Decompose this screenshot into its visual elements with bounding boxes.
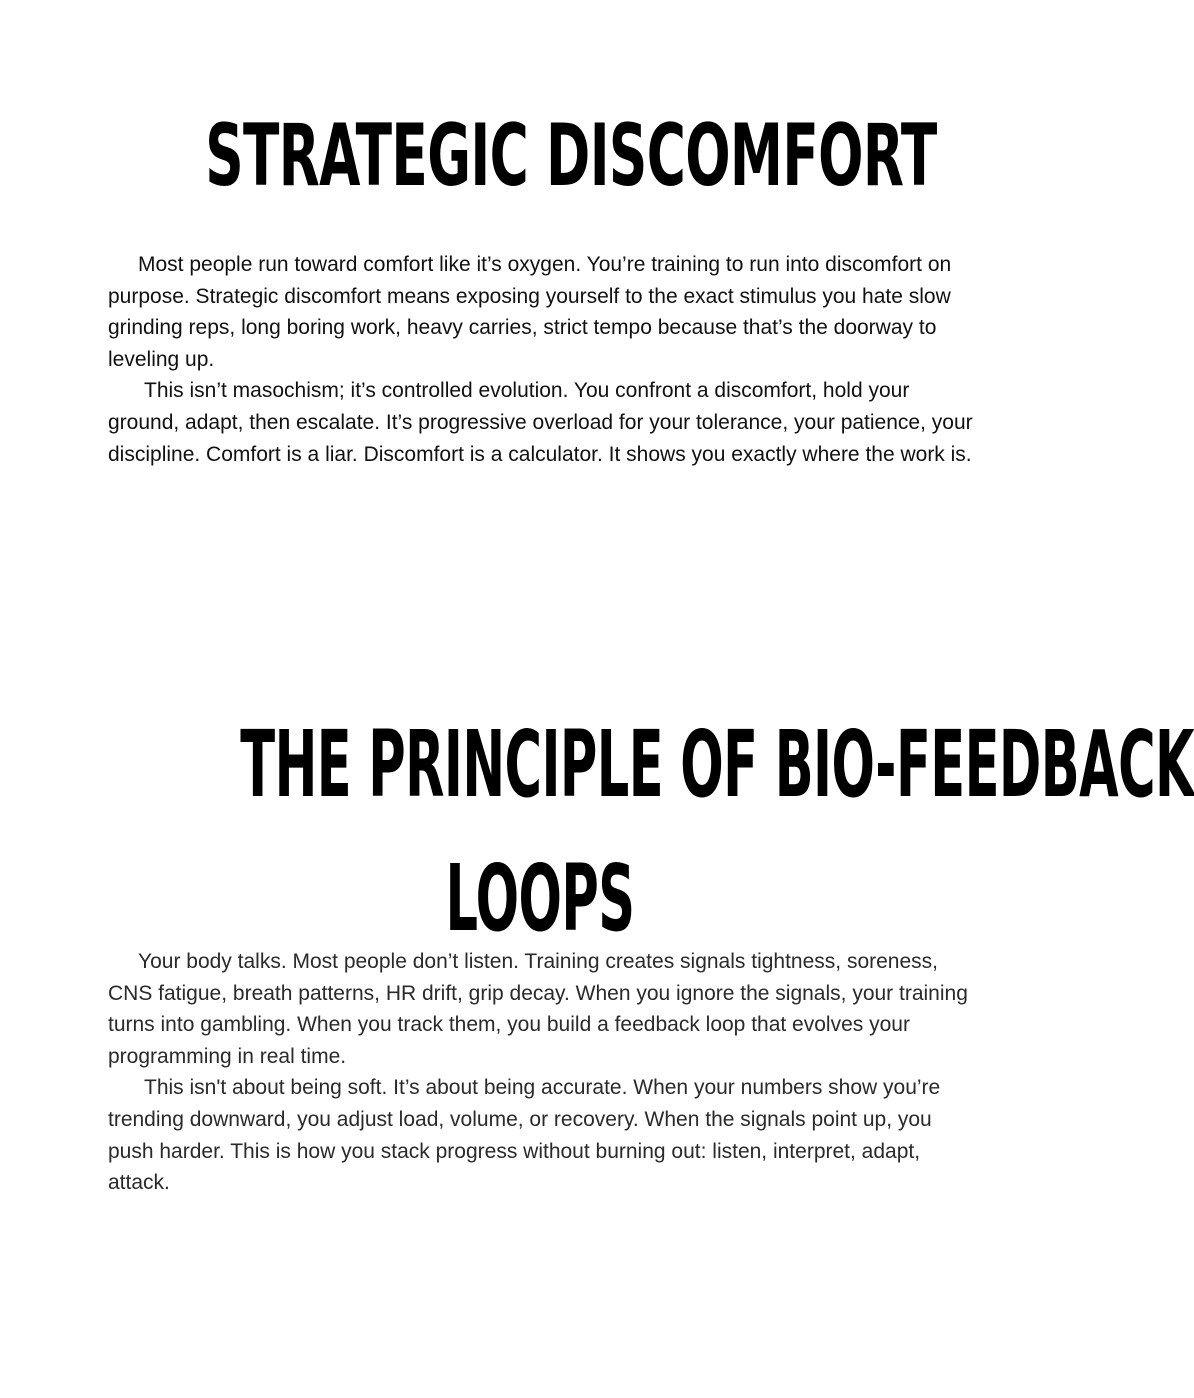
paragraph: Most people run toward comfort like it’s oxygen. You’re training to run into discomfort on purpose. Strategic discomfort means exposing yourself to the exact stimulus you hate slow grinding reps, long boring work, heavy carries, strict tempo because that’s the doorway to leveling up. — [108, 253, 952, 371]
section-title-line: LOOPS — [445, 845, 635, 952]
paragraph: This isn't about being soft. It’s about being accurate. When your numbers show you’re trending downward, you adjust load, volume, or recovery. When the signals point up, you push harder. This is how you stack progress without burning out: listen, interpret, adapt, attack. — [108, 1076, 941, 1195]
paragraph: Your body talks. Most people don’t listen. Training creates signals tightness, soreness, CNS fatigue, breath patterns, HR drift, grip decay. When you ignore the signals, your training turns into gambling. When you track them, you build a feedback loop that evolves your programming in real time. — [108, 950, 968, 1068]
section-body-bio-feedback-loops — [108, 946, 978, 1199]
section-body-strategic-discomfort — [108, 249, 978, 470]
section-title-bio-feedback-loops — [240, 698, 1194, 966]
paragraph: This isn’t masochism; it’s controlled evolution. You confront a discomfort, hold your ground, adapt, then escalate. It’s progressive overload for your tolerance, your patience, your discipline. Comfort is a liar. Discomfort is a calculator. It shows you exactly where the work is. — [108, 379, 973, 466]
section-title-strategic-discomfort: STRATEGIC DISCOMFORT — [205, 106, 937, 206]
section-title-line: THE PRINCIPLE OF BIO-FEEDBACK — [240, 711, 1194, 818]
